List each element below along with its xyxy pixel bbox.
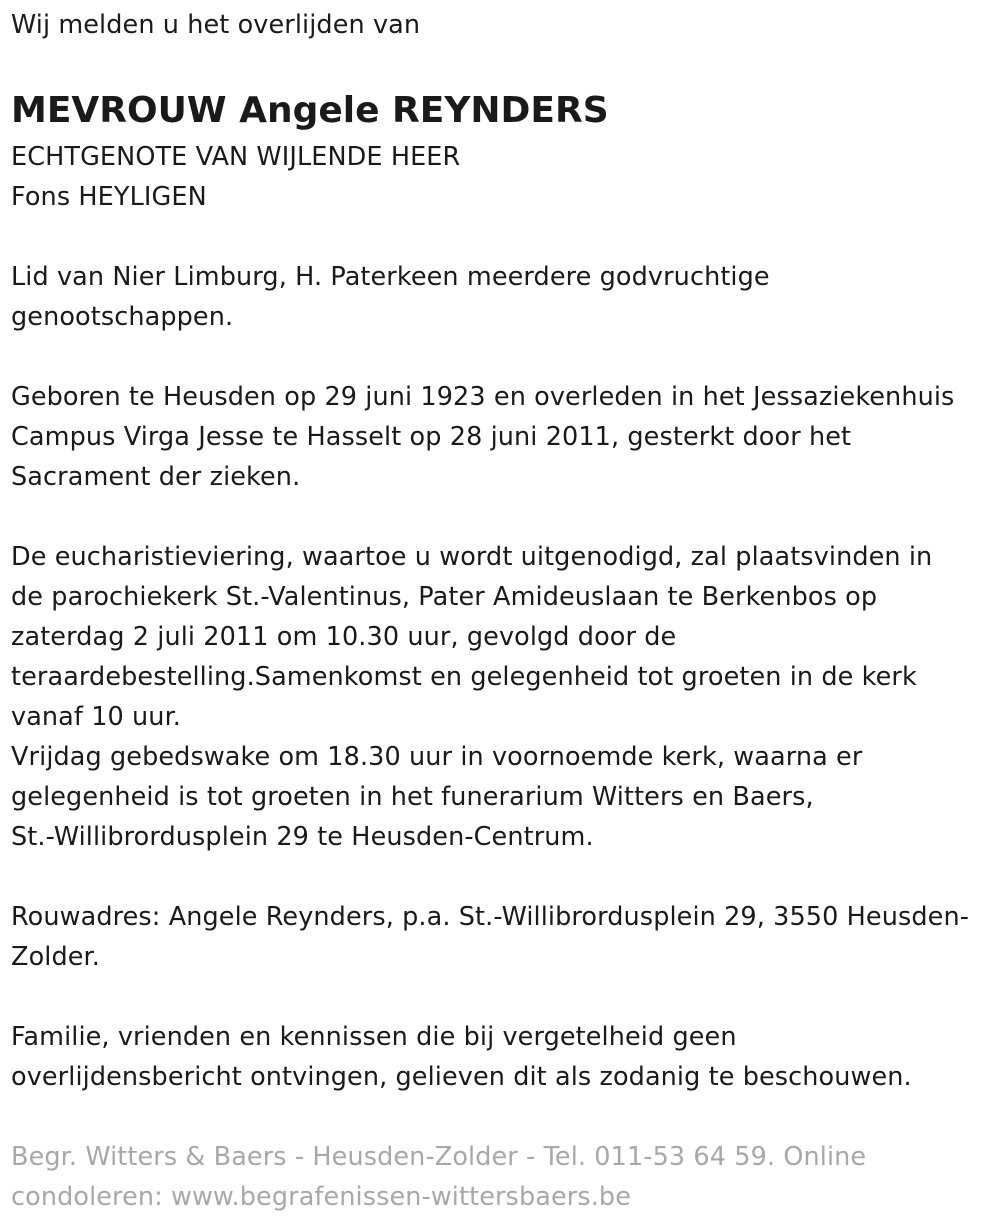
footer-line: Begr. Witters & Baers - Heusden-Zolder - Tel. 011-53 64 59. Online: [11, 1142, 867, 1172]
deceased-name: MEVROUW Angele REYNDERS: [11, 90, 609, 131]
birth-death-line: Campus Virga Jesse te Hasselt op 28 juni 2011, gesterkt door het: [11, 422, 852, 452]
notice-line: overlijdensbericht ontvingen, gelieven dit als zodanig te beschouwen.: [11, 1062, 912, 1092]
funeral-home-footer: [11, 1137, 996, 1217]
ceremony-line: teraardebestelling.Samenkomst en gelegenheid tot groeten in de kerk: [11, 662, 917, 692]
membership-line: Lid van Nier Limburg, H. Paterkeen meerdere godvruchtige: [11, 262, 770, 292]
address-line: Rouwadres: Angele Reynders, p.a. St.-Willibrordusplein 29, 3550 Heusden-: [11, 902, 970, 932]
ceremony-line: zaterdag 2 juli 2011 om 10.30 uur, gevolgd door de: [11, 622, 677, 652]
birth-death-line: Sacrament der zieken.: [11, 462, 301, 492]
birth-death-line: Geboren te Heusden op 29 juni 1923 en overleden in het Jessaziekenhuis: [11, 382, 955, 412]
notice-line: Familie, vrienden en kennissen die bij vergetelheid geen: [11, 1022, 737, 1052]
intro-text: Wij melden u het overlijden van: [11, 10, 421, 40]
vigil-line: St.-Willibrordusplein 29 te Heusden-Centrum.: [11, 822, 594, 852]
footer-line: condoleren: www.begrafenissen-wittersbaers.be: [11, 1182, 631, 1212]
ceremony-paragraph: [11, 537, 996, 737]
spouse-block: [11, 137, 996, 217]
membership-line: genootschappen.: [11, 302, 234, 332]
spouse-name: Fons HEYLIGEN: [11, 182, 207, 212]
obituary-notice: [11, 5, 996, 1217]
vigil-line: Vrijdag gebedswake om 18.30 uur in voornoemde kerk, waarna er: [11, 742, 863, 772]
address-paragraph: [11, 897, 996, 977]
vigil-paragraph: [11, 737, 996, 857]
membership-paragraph: [11, 257, 996, 337]
ceremony-line: de parochiekerk St.-Valentinus, Pater Amideuslaan te Berkenbos op: [11, 582, 878, 612]
vigil-line: gelegenheid is tot groeten in het funerarium Witters en Baers,: [11, 782, 814, 812]
ceremony-line: vanaf 10 uur.: [11, 702, 182, 732]
spouse-line: ECHTGENOTE VAN WIJLENDE HEER: [11, 142, 461, 172]
birth-death-paragraph: [11, 377, 996, 497]
address-line: Zolder.: [11, 942, 100, 972]
ceremony-line: De eucharistieviering, waartoe u wordt uitgenodigd, zal plaatsvinden in: [11, 542, 933, 572]
notice-paragraph: [11, 1017, 996, 1097]
